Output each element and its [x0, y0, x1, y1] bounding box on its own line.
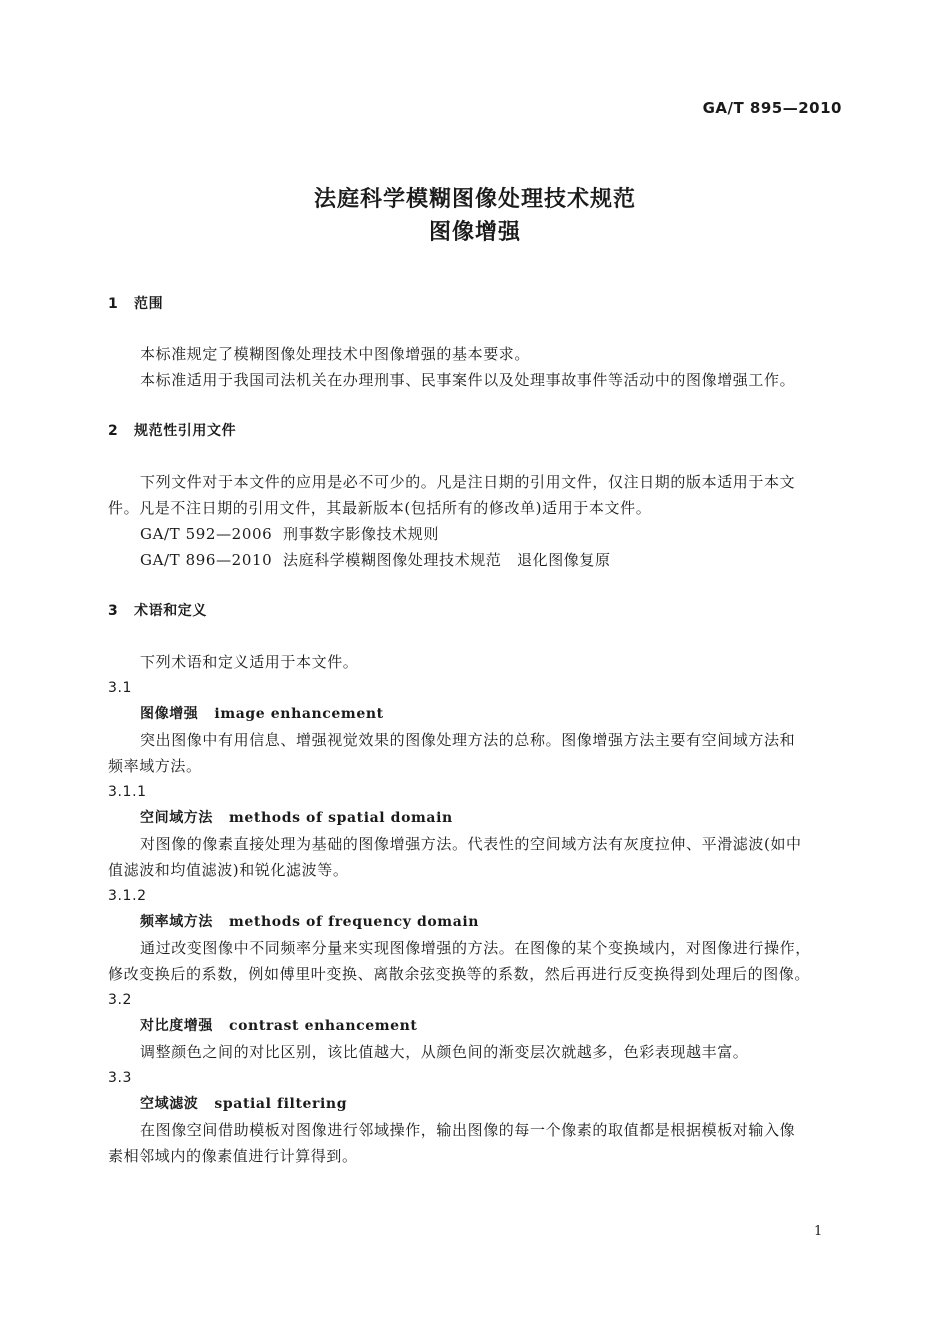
term-number: 3.1.1	[108, 784, 147, 800]
term-name	[140, 704, 843, 724]
term-en: image enhancement	[214, 706, 384, 722]
reference-code: GA/T 592—2006	[140, 525, 273, 543]
standard-id: GA/T 895—2010	[702, 99, 842, 117]
document-title: 法庭科学模糊图像处理技术规范	[313, 187, 636, 212]
term-definition: 通过改变图像中不同频率分量来实现图像增强的方法。在图像的某个变换域内，对图像进行操作，	[140, 939, 811, 957]
term-name	[140, 1016, 843, 1036]
section-number: 1	[108, 296, 119, 312]
term-definition: 修改变换后的系数，例如傅里叶变换、离散余弦变换等的系数，然后再进行反变换得到处理后的图像。	[108, 965, 811, 983]
term-en: methods of spatial domain	[229, 810, 453, 826]
page-number: 1	[814, 1224, 823, 1239]
section-number: 2	[108, 423, 119, 439]
section-title: 术语和定义	[134, 603, 207, 619]
term-definition: 对图像的像素直接处理为基础的图像增强方法。代表性的空间域方法有灰度拉伸、平滑滤波(如中	[140, 835, 802, 853]
term-definition: 素相邻域内的像素值进行计算得到。	[108, 1147, 358, 1165]
paragraph: 本标准适用于我国司法机关在办理刑事、民事案件以及处理事故事件等活动中的图像增强工作。	[140, 371, 796, 389]
document-subtitle: 图像增强	[428, 220, 521, 245]
term-number: 3.3	[108, 1070, 133, 1086]
section-title: 范围	[134, 296, 164, 312]
term-definition: 频率域方法。	[108, 757, 202, 775]
term-zh: 空间域方法	[140, 810, 213, 826]
term-name	[140, 912, 843, 932]
section-title: 规范性引用文件	[134, 423, 237, 439]
paragraph-line: 件。凡是不注日期的引用文件，其最新版本(包括所有的修改单)适用于本文件。	[108, 499, 652, 517]
term-definition: 调整颜色之间的对比区别，该比值越大，从颜色间的渐变层次就越多，色彩表现越丰富。	[140, 1043, 749, 1061]
term-name	[140, 808, 843, 828]
term-zh: 图像增强	[140, 706, 199, 722]
paragraph: 下列术语和定义适用于本文件。	[140, 653, 359, 671]
term-definition: 突出图像中有用信息、增强视觉效果的图像处理方法的总称。图像增强方法主要有空间域方法和	[140, 731, 796, 749]
section-heading-scope	[108, 294, 843, 314]
reference-code: GA/T 896—2010	[140, 551, 273, 569]
term-definition: 在图像空间借助模板对图像进行邻域操作，输出图像的每一个像素的取值都是根据模板对输入像	[140, 1121, 796, 1139]
term-number: 3.1	[108, 680, 133, 696]
reference-item	[140, 524, 843, 544]
paragraph-line: 下列文件对于本文件的应用是必不可少的。凡是注日期的引用文件，仅注日期的版本适用于本文	[140, 473, 796, 491]
term-definition: 值滤波和均值滤波)和锐化滤波等。	[108, 861, 349, 879]
reference-title: 法庭科学模糊图像处理技术规范 退化图像复原	[283, 551, 611, 569]
reference-item	[140, 550, 843, 570]
term-name	[140, 1094, 843, 1114]
term-zh: 空域滤波	[140, 1096, 199, 1112]
term-zh: 频率域方法	[140, 914, 213, 930]
section-heading-normative-references	[108, 421, 843, 441]
term-en: methods of frequency domain	[229, 914, 480, 930]
section-number: 3	[108, 603, 119, 619]
paragraph: 本标准规定了模糊图像处理技术中图像增强的基本要求。	[140, 345, 531, 363]
term-en: spatial filtering	[214, 1096, 348, 1112]
reference-title: 刑事数字影像技术规则	[283, 525, 440, 543]
term-zh: 对比度增强	[140, 1018, 213, 1034]
term-number: 3.2	[108, 992, 133, 1008]
term-number: 3.1.2	[108, 888, 147, 904]
section-heading-terms	[108, 601, 843, 621]
term-en: contrast enhancement	[229, 1018, 418, 1034]
